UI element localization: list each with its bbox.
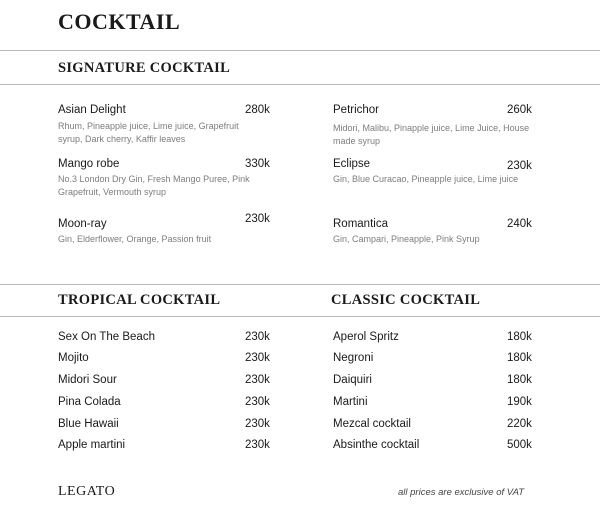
signature-item-desc: Gin, Elderflower, Orange, Passion fruit: [58, 234, 212, 244]
classic-item-price: 500k: [507, 439, 532, 451]
classic-item-name: Aperol Spritz: [333, 331, 399, 343]
signature-item-desc: Midori, Malibu, Pinapple juice, Lime Juice, House made syrup: [333, 123, 530, 146]
classic-item-name: Absinthe cocktail: [333, 439, 420, 451]
signature-item-name: Eclipse: [333, 158, 371, 170]
classic-item-price: 220k: [507, 418, 532, 430]
signature-item-desc: Gin, Campari, Pineapple, Pink Syrup: [333, 234, 480, 244]
tropical-item-price: 230k: [245, 396, 270, 408]
tropical-heading: TROPICAL COCKTAIL: [58, 292, 221, 308]
tropical-item-name: Sex On The Beach: [58, 331, 155, 343]
signature-item-name: Asian Delight: [58, 104, 126, 116]
signature-item-desc: Rhum, Pineapple juice, Lime juice, Grapefruit syrup, Dark cherry, Kaffir leaves: [58, 121, 239, 144]
classic-item-price: 180k: [507, 331, 532, 343]
tropical-item-name: Apple martini: [58, 439, 126, 451]
page-title: COCKTAIL: [58, 9, 181, 34]
divider-top: [0, 50, 600, 51]
tropical-item-price: 230k: [245, 418, 270, 430]
tropical-item-name: Mojito: [58, 352, 89, 364]
classic-item-price: 190k: [507, 396, 532, 408]
tropical-item-name: Midori Sour: [58, 374, 117, 386]
divider-middle: [0, 284, 600, 285]
signature-item-desc: Gin, Blue Curacao, Pineapple juice, Lime juice: [333, 174, 519, 184]
divider-lower: [0, 316, 600, 317]
classic-item-price: 180k: [507, 374, 532, 386]
signature-item-price: 230k: [507, 160, 532, 172]
signature-item-name: Petrichor: [333, 104, 380, 116]
signature-item-price: 260k: [507, 104, 532, 116]
classic-item-name: Martini: [333, 396, 368, 408]
signature-item-desc: No.3 London Dry Gin, Fresh Mango Puree, Pink Grapefruit, Vermouth syrup: [58, 174, 250, 197]
signature-item-price: 280k: [245, 104, 270, 116]
signature-item-name: Moon-ray: [58, 218, 107, 230]
tropical-item-price: 230k: [245, 374, 270, 386]
tropical-item-name: Blue Hawaii: [58, 418, 119, 430]
signature-heading: SIGNATURE COCKTAIL: [58, 60, 231, 76]
classic-item-name: Mezcal cocktail: [333, 418, 411, 430]
signature-item-price: 230k: [245, 213, 270, 225]
signature-item-price: 240k: [507, 218, 532, 230]
divider-signature: [0, 84, 600, 85]
signature-item-name: Mango robe: [58, 158, 120, 170]
signature-item-name: Romantica: [333, 218, 388, 230]
classic-item-price: 180k: [507, 352, 532, 364]
tropical-item-price: 230k: [245, 352, 270, 364]
classic-heading: CLASSIC COCKTAIL: [331, 292, 481, 308]
brand-logo-text: LEGATO: [58, 484, 116, 499]
vat-note: all prices are exclusive of VAT: [398, 487, 525, 498]
tropical-item-price: 230k: [245, 439, 270, 451]
tropical-item-name: Pina Colada: [58, 396, 121, 408]
classic-item-name: Negroni: [333, 352, 374, 364]
signature-item-price: 330k: [245, 158, 270, 170]
tropical-item-price: 230k: [245, 331, 270, 343]
classic-item-name: Daiquiri: [333, 374, 372, 386]
